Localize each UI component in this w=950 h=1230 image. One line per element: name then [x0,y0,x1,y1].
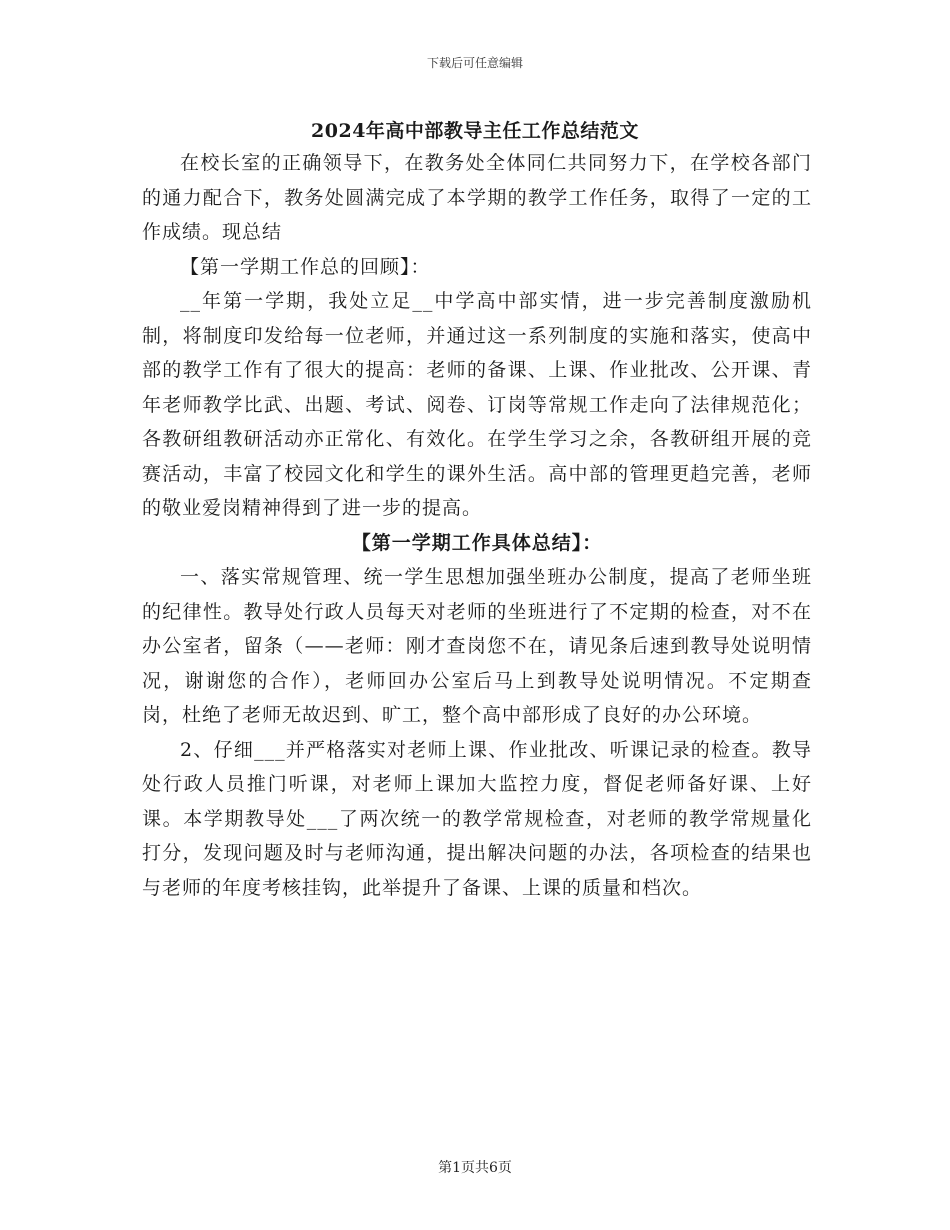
header-note: 下载后可任意编辑 [426,56,523,70]
summary-paragraph-1: 一、落实常规管理、统一学生思想加强坐班办公制度，提高了老师坐班的纪律性。教导处行政人员每天对老师的坐班进行了不定期的检查，对不在办公室者，留条（——老师：刚才查岗您不在，请见条后速到教导处说明情况，谢谢您的合作），老师回办公室后马上到教导处说明情况。不定期查岗，杜绝了老师无故迟到、旷工，整个高中部形成了良好的办公环境。 [142,566,812,726]
summary-paragraph-2: 2、仔细___并严格落实对老师上课、作业批改、听课记录的检查。教导处行政人员推门听课，对老师上课加大监控力度，督促老师备好课、上好课。本学期教导处___了两次统一的教学常规检查，对老师的教学常规量化打分，发现问题及时与老师沟通，提出解决问题的办法，各项检查的结果也与老师的年度考核挂钩，此举提升了备课、上课的质量和档次。 [142,738,812,899]
section-heading-summary: 【第一学期工作具体总结】： [351,531,603,554]
section-heading-review: 【第一学期工作总的回顾】： [180,255,431,278]
document-body [142,146,812,905]
intro-paragraph: 在校长室的正确领导下，在教务处全体同仁共同努力下，在学校各部门的通力配合下，教务处圆满完成了本学期的教学工作任务，取得了一定的工作成绩。现总结 [142,152,812,243]
document-title: 2024年高中部教导主任工作总结范文 [311,120,639,142]
page-number: 第1页共6页 [438,1160,512,1176]
review-paragraph: __年第一学期，我处立足__中学高中部实情，进一步完善制度激励机制，将制度印发给每一位老师，并通过这一系列制度的实施和落实，使高中部的教学工作有了很大的提高：老师的备课、上课、作业批改、公开课、青年老师教学比武、出题、考试、阅卷、订岗等常规工作走向了法律规范化；各教研组教研活动亦正常化、有效化。在学生学习之余，各教研组开展的竞赛活动，丰富了校园文化和学生的课外生活。高中部的管理更趋完善，老师的敬业爱岗精神得到了进一步的提高。 [142,290,812,519]
